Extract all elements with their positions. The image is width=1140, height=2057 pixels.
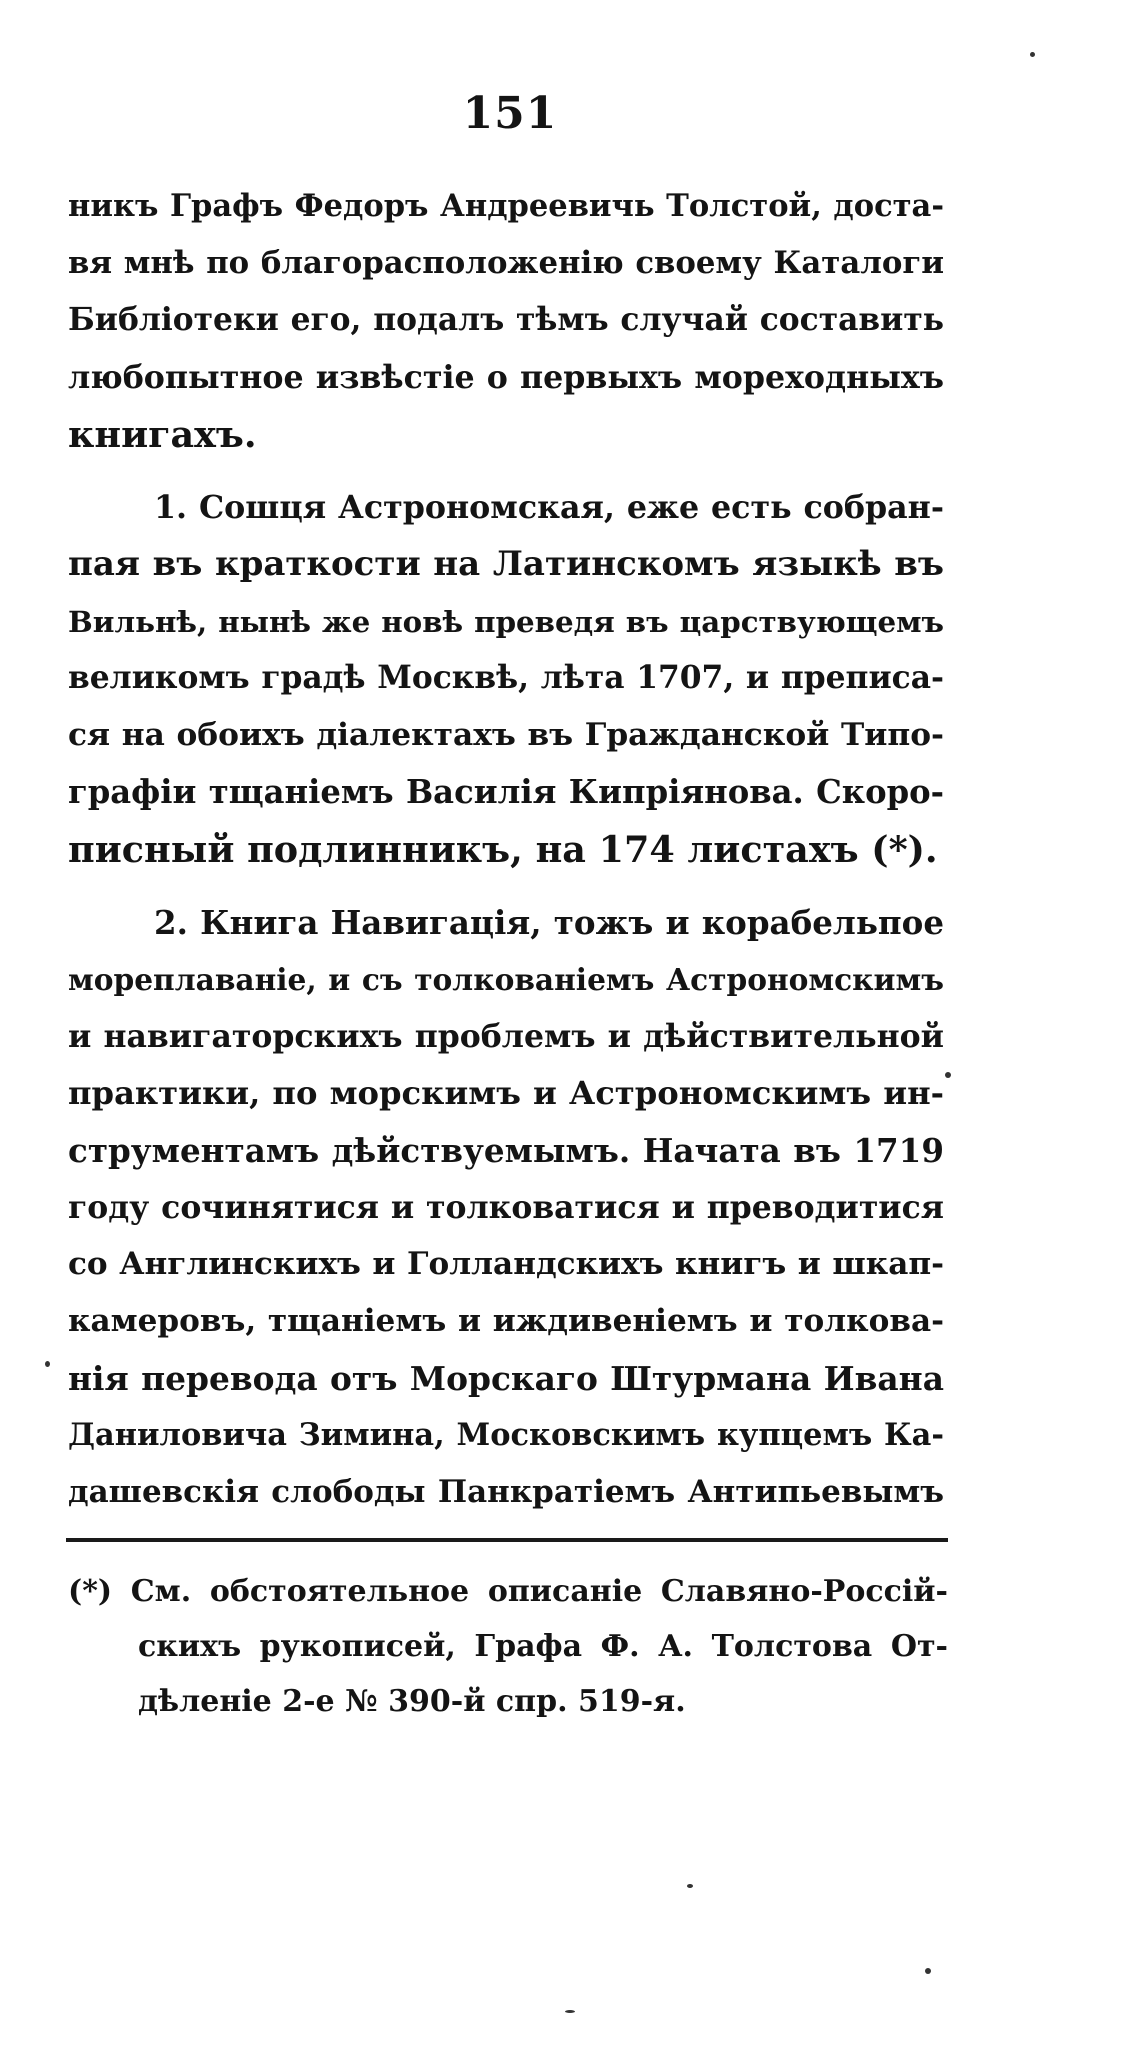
text-line: Даниловича Зимина, Московскимъ купцемъ Ка-: [68, 1417, 944, 1453]
text-line: струментамъ дѣйствуемымъ. Начата въ 1719: [68, 1131, 944, 1170]
print-speck: [1030, 52, 1035, 57]
print-speck: [565, 2010, 575, 2013]
footnote: [68, 1564, 948, 1729]
text-line: году сочинятися и толковатися и преводитися: [68, 1189, 944, 1226]
item-2-paragraph: [68, 894, 944, 1521]
print-speck: [45, 1361, 50, 1367]
text-line: графіи тщаніемъ Василія Кипріянова. Скоро-: [68, 773, 944, 811]
text-line: мореплаваніе, и съ толкованіемъ Астрономскимъ: [68, 962, 944, 997]
item-1-paragraph: [68, 479, 944, 878]
text-line: Библіотеки его, подалъ тѣмъ случай составить: [68, 302, 944, 338]
text-line: никъ Графъ Федоръ Андреевичь Толстой, достa-: [68, 188, 944, 224]
text-line: книгахъ.: [68, 413, 257, 456]
text-line: великомъ градѣ Москвѣ, лѣта 1707, и преписа-: [68, 660, 944, 696]
text-line: дашевскія слободы Панкратіемъ Антипьевымъ: [68, 1474, 944, 1510]
text-line: со Англинскихъ и Голландскихъ книгъ и шкап-: [68, 1246, 944, 1282]
text-line: практики, по морскимъ и Астрономскимъ ин-: [68, 1074, 944, 1112]
text-line: пая въ краткости на Латинскомъ языкѣ въ: [68, 544, 944, 584]
print-speck: [687, 1884, 693, 1888]
text-line: любопытное извѣстіе о первыхъ мореходныхъ: [68, 359, 944, 396]
text-line: писный подлинникъ, на 174 листахъ (*).: [68, 828, 938, 871]
body-text: [68, 178, 944, 1521]
text-line: Вильнѣ, нынѣ же новѣ преведя въ царствующемъ: [68, 604, 944, 639]
text-line: ся на обоихъ діалектахъ въ Гражданской Типо-: [68, 717, 944, 753]
footnote-line: дѣленіе 2-е № 390-й спр. 519-я.: [138, 1684, 686, 1719]
page-number: 151: [462, 88, 558, 139]
text-line: вя мнѣ по благорасположенію своему Каталоги: [68, 245, 944, 281]
print-speck: [925, 1968, 931, 1974]
text-line: 1. Сошця Астрономская, еже есть собран-: [154, 489, 944, 526]
footnote-line: скихъ рукописей, Графа Ф. А. Толстова От-: [138, 1629, 948, 1664]
text-line: и навигаторскихъ проблемъ и дѣйствительной: [68, 1018, 944, 1055]
intro-paragraph: [68, 178, 944, 463]
footnote-line: (*) См. обстоятельное описаніе Славяно-Россій-: [68, 1574, 948, 1609]
print-speck: [945, 1072, 951, 1078]
text-line: нія перевода отъ Морскаго Штурмана Ивана: [68, 1359, 944, 1398]
footnote-divider: [66, 1538, 948, 1542]
text-line: камеровъ, тщаніемъ и иждивеніемъ и толкова-: [68, 1303, 944, 1339]
text-line: 2. Книга Навигація, тожъ и корабельпое: [154, 903, 944, 942]
